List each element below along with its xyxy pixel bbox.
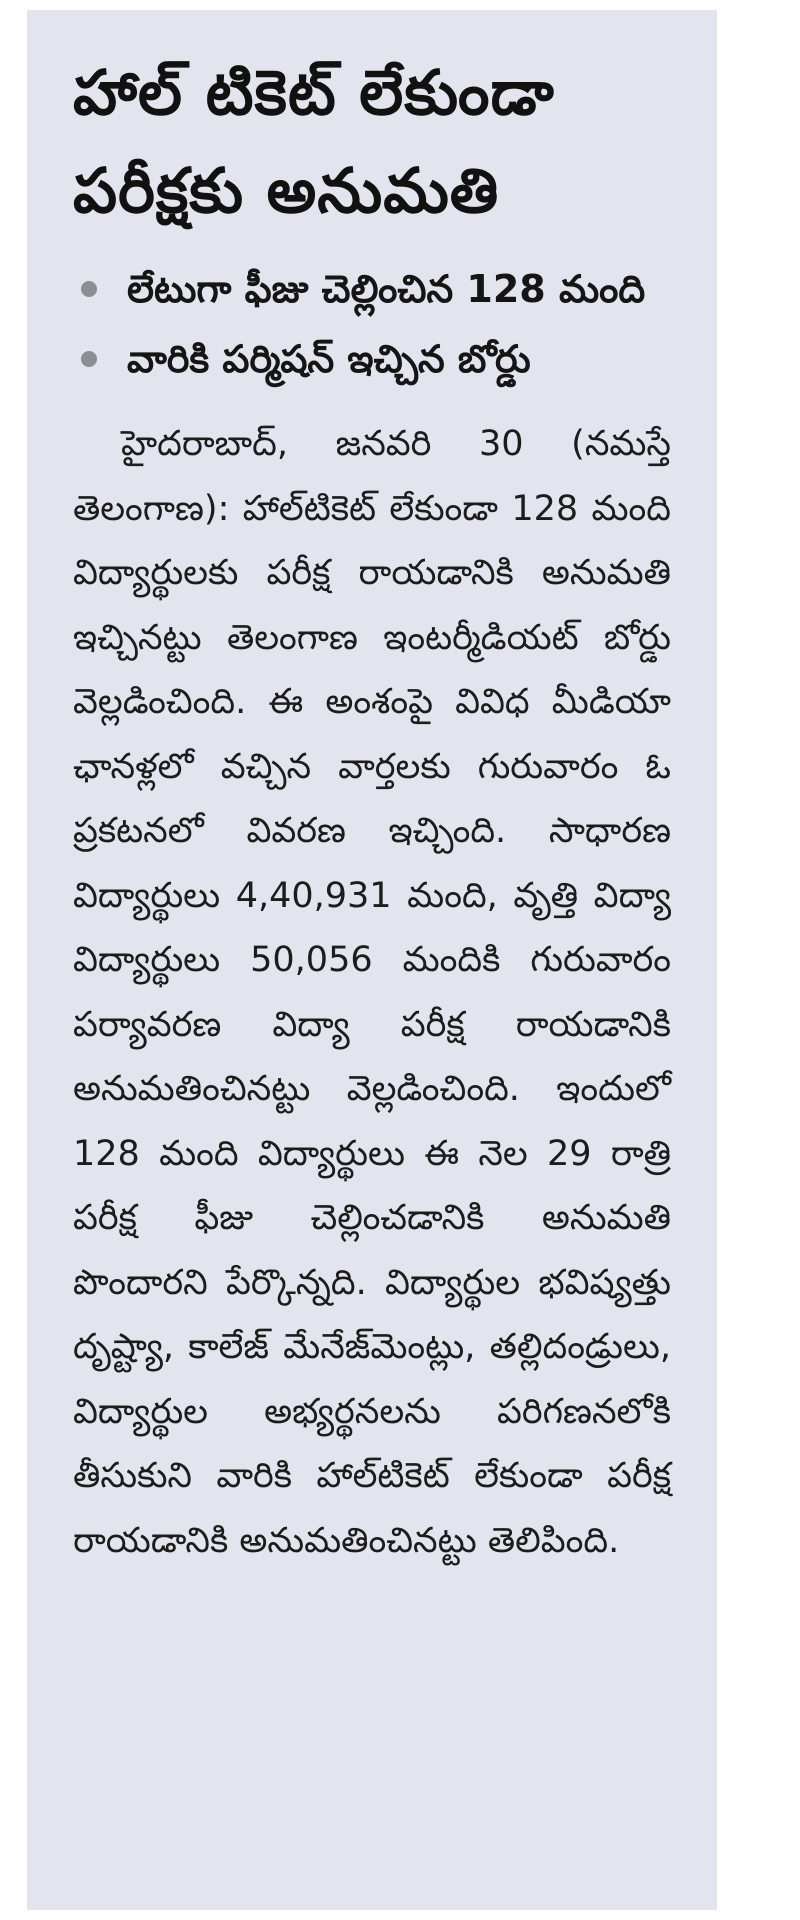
bullet-dot-icon xyxy=(81,281,97,297)
subheading-bullet-item xyxy=(73,324,671,394)
article-body: హైదరాబాద్‌, జనవరి 30 (నమస్తే తెలంగాణ): హాల్‌టికెట్‌ లేకుండా 128 మంది విద్యార్థులకు పరీక్ష రాయడానికి అనుమతి ఇచ్చినట్టు తెలంగాణ ఇంటర్మీడియట్‌ బోర్డు వెల్లడించింది. ఈ అంశంపై వివిధ మీడియా ఛానళ్లలో వచ్చిన వార్తలకు గురువారం ఓ ప్రకటనలో వివరణ ఇచ్చింది. సాధారణ విద్యార్థులు 4,40,931 మంది, వృత్తి విద్యా విద్యార్థులు 50,056 మందికి గురువారం పర్యావరణ విద్యా పరీక్ష రాయడానికి అనుమతించినట్టు వెల్లడించింది. ఇందులో 128 మంది విద్యార్థులు ఈ నెల 29 రాత్రి పరీక్ష ఫీజు చెల్లించడానికి అనుమతి పొందారని పేర్కొన్నది. విద్యార్థుల భవిష్యత్తు దృష్ట్యా, కాలేజ్‌ మేనేజ్‌మెంట్లు, తల్లిదండ్రులు, విద్యార్థుల అభ్యర్థనలను పరిగణనలోకి తీసుకుని వారికి హాల్‌టికెట్‌ లేకుండా పరీక్ష రాయడానికి అనుమతించినట్టు తెలిపింది. xyxy=(73,424,671,1561)
subheading-bullet-text: లేటుగా ఫీజు చెల్లించిన 128 మంది xyxy=(127,267,646,311)
bullet-dot-icon xyxy=(81,351,97,367)
subheading-bullet-text: వారికి పర్మిషన్‌ ఇచ్చిన బోర్డు xyxy=(127,337,531,381)
subheading-bullet-item xyxy=(73,254,671,324)
subheading-bullets xyxy=(73,254,671,394)
newspaper-clipping xyxy=(27,10,717,1910)
headline: హాల్‌ టికెట్‌ లేకుండా పరీక్షకు అనుమతి xyxy=(73,56,555,227)
